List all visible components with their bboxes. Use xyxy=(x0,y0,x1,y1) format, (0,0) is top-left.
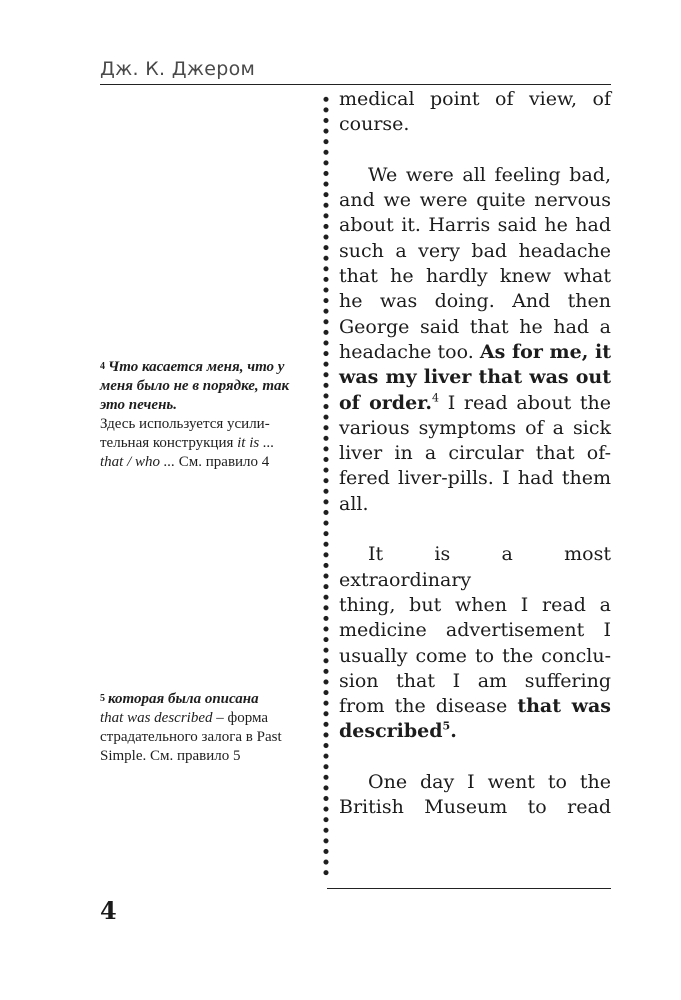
footnote-5 xyxy=(100,690,300,766)
main-text xyxy=(339,87,611,821)
footnote-heading: $^4$ Что касается меня, что у меня было не в порядке, так это печень. xyxy=(100,359,290,413)
text-line: medicine advertisement I xyxy=(339,619,611,642)
text-line: medical point of view, of xyxy=(339,88,611,110)
running-header: Дж. К. Джером xyxy=(100,58,256,80)
text-line: fered liver-pills. I had them xyxy=(339,467,611,490)
footnote-ref-5: 5 xyxy=(442,720,451,734)
text-line: George said that he had a xyxy=(339,315,611,338)
highlighted-phrase: As for me, it xyxy=(479,340,611,363)
text-line: British Museum to read xyxy=(339,796,611,819)
footer-rule xyxy=(327,888,611,889)
text-line: headache too. As for me, it xyxy=(339,340,611,363)
dotted-column-divider xyxy=(321,94,331,878)
text-line: all. xyxy=(339,492,369,515)
footnote-number: 5 xyxy=(100,693,105,704)
paragraph-2 xyxy=(339,163,611,517)
text-line xyxy=(339,365,611,390)
footnote-4 xyxy=(100,358,300,472)
text-line: It is a most extraordinary xyxy=(339,543,611,591)
footnote-number: 4 xyxy=(100,361,105,372)
text-line: and we were quite nervous xyxy=(339,189,611,212)
footnote-text: Здесь используется усили-тельная конструкция it is ... that / who ... См. правило 4 xyxy=(100,416,275,470)
footnote-text: that was described – форма страдательного залога в Past Simple. См. правило 5 xyxy=(100,710,282,764)
highlighted-phrase: described xyxy=(339,720,443,743)
text-line: We were all feeling bad, xyxy=(368,163,611,186)
text-line: of order.$^4$ I read about the xyxy=(339,391,611,414)
highlighted-phrase: was my liver that was out xyxy=(339,366,611,389)
text-line: usually come to the conclu- xyxy=(339,644,611,667)
text-line: such a very bad headache xyxy=(339,239,611,262)
text-line: sion that I am suffering xyxy=(339,669,611,692)
text-line: liver in a circular that of- xyxy=(339,442,611,465)
paragraph-1 xyxy=(339,87,611,138)
text-line: from the disease that was xyxy=(339,695,611,718)
text-line: various symptoms of a sick xyxy=(339,416,611,439)
text-line: thing, but when I read a xyxy=(339,593,611,616)
text-line: that he hardly knew what xyxy=(339,265,611,288)
text-line: described$^5$. xyxy=(339,720,457,743)
paragraph-3 xyxy=(339,542,611,744)
text-line: about it. Harris said he had xyxy=(339,214,611,237)
text-line: One day I went to the xyxy=(368,771,611,794)
text-line: he was doing. And then xyxy=(339,290,611,313)
text-line: course. xyxy=(339,113,410,136)
footnote-heading: $^5$ которая была описана xyxy=(100,691,259,707)
paragraph-4 xyxy=(339,770,611,821)
highlighted-phrase: of order. xyxy=(339,391,433,414)
header-rule xyxy=(100,84,611,85)
page-number: 4 xyxy=(100,896,117,925)
highlighted-phrase: that was xyxy=(517,695,611,718)
footnote-ref-4: 4 xyxy=(432,391,440,405)
